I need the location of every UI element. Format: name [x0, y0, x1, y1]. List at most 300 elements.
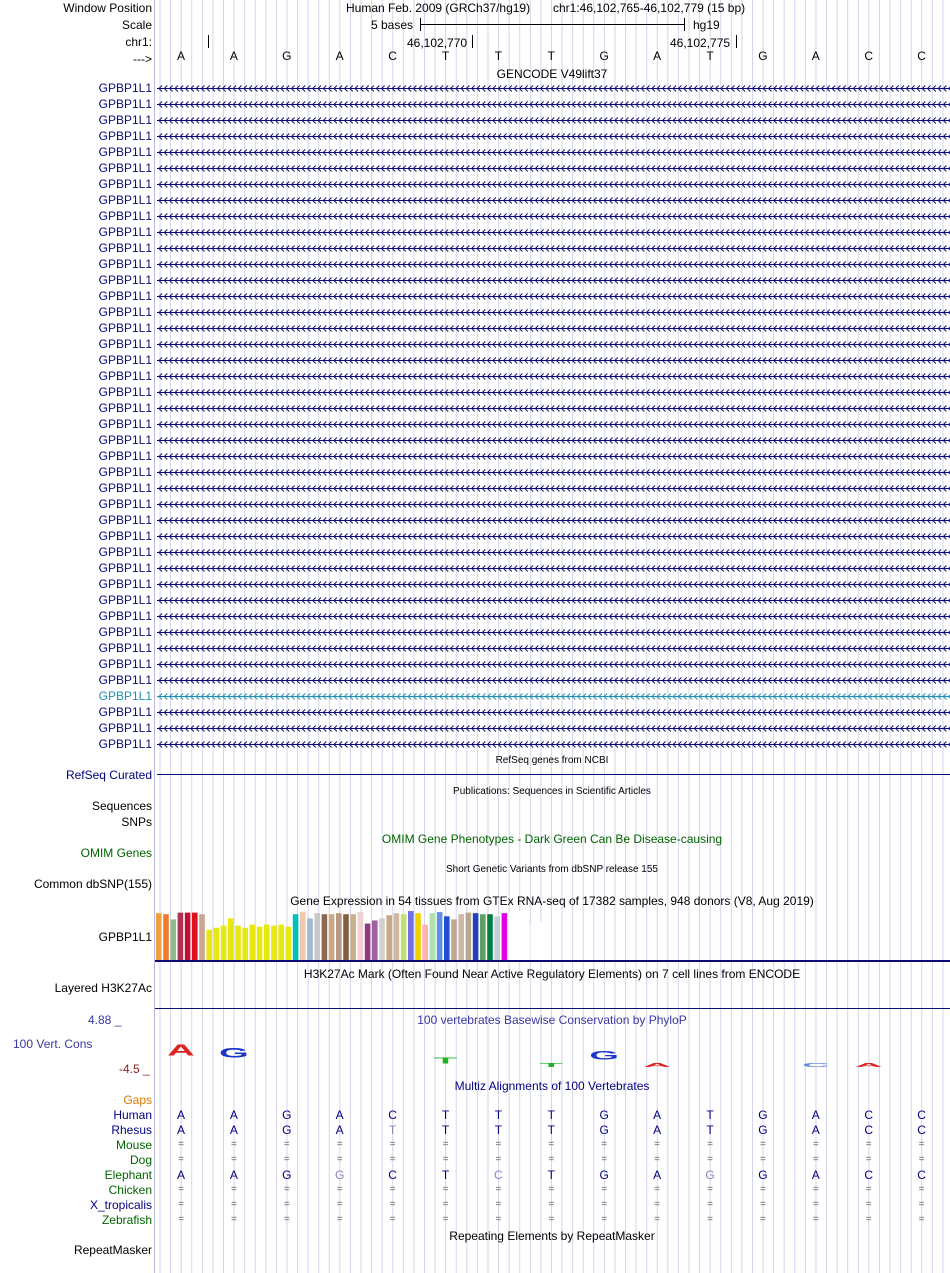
gencode-transcript-line[interactable] — [155, 129, 950, 145]
multiz-base: = — [654, 1214, 661, 1225]
multiz-base: A — [653, 1108, 662, 1122]
multiz-species-label[interactable]: Mouse — [115, 1138, 152, 1152]
multiz-base: G — [599, 1108, 609, 1122]
refseq-label[interactable]: RefSeq Curated — [65, 768, 152, 782]
conservation-max: 4.88 _ — [88, 1013, 122, 1027]
multiz-species-label[interactable]: Dog — [129, 1153, 152, 1167]
multiz-base: A — [176, 1108, 185, 1122]
gtex-tissue-bar — [336, 913, 342, 961]
gtex-tissue-bar — [516, 911, 522, 961]
gencode-transcript-line[interactable] — [155, 721, 950, 737]
multiz-base: G — [599, 1123, 609, 1137]
gencode-transcript-line[interactable] — [155, 593, 950, 609]
gtex-tissue-bar — [415, 913, 421, 961]
sequence-base: A — [176, 49, 185, 63]
conservation-logo[interactable] — [155, 1026, 950, 1076]
gencode-transcript-line[interactable] — [155, 353, 950, 369]
multiz-base: = — [601, 1139, 608, 1150]
gtex-tissue-bar — [242, 928, 248, 961]
gencode-transcript-label[interactable]: GPBP1L1 — [98, 353, 152, 367]
gencode-transcript-label[interactable]: GPBP1L1 — [98, 449, 152, 463]
gencode-transcript-label[interactable]: GPBP1L1 — [98, 177, 152, 191]
multiz-base: C — [388, 1108, 397, 1122]
gtex-label[interactable]: GPBP1L1 — [98, 930, 152, 944]
sequence-base: C — [917, 49, 926, 63]
multiz-base: = — [548, 1214, 555, 1225]
gencode-transcript-line[interactable] — [155, 641, 950, 657]
gencode-transcript-label[interactable]: GPBP1L1 — [98, 657, 152, 671]
gencode-transcript-line[interactable] — [155, 97, 950, 113]
multiz-base: = — [442, 1214, 449, 1225]
gencode-transcript-label[interactable]: GPBP1L1 — [98, 97, 152, 111]
multiz-base: A — [176, 1123, 185, 1137]
gencode-transcript-line[interactable] — [155, 225, 950, 241]
gencode-transcript-line[interactable] — [155, 673, 950, 689]
multiz-base: = — [389, 1139, 396, 1150]
gencode-transcript-line[interactable] — [155, 689, 950, 705]
multiz-base: T — [547, 1123, 555, 1137]
gencode-transcript-label[interactable]: GPBP1L1 — [98, 369, 152, 383]
multiz-base: A — [811, 1123, 820, 1137]
multiz-base: = — [283, 1139, 290, 1150]
multiz-base: = — [336, 1214, 343, 1225]
multiz-base: = — [918, 1214, 925, 1225]
gtex-tissue-bar — [228, 918, 234, 961]
multiz-base: = — [865, 1154, 872, 1165]
gtex-tissue-bar — [343, 914, 349, 961]
multiz-base: T — [547, 1108, 555, 1122]
gtex-tissue-bar — [250, 925, 256, 961]
gencode-transcript-label[interactable]: GPBP1L1 — [98, 305, 152, 319]
chr-label: chr1: — [125, 35, 152, 49]
gencode-transcript-label[interactable]: GPBP1L1 — [98, 225, 152, 239]
multiz-base: = — [812, 1154, 819, 1165]
conservation-letter: A — [167, 1042, 195, 1060]
multiz-base: = — [178, 1184, 184, 1195]
gtex-expression-bars[interactable] — [155, 908, 950, 964]
multiz-base: = — [812, 1139, 819, 1150]
gencode-transcript-line[interactable] — [155, 289, 950, 305]
multiz-base: A — [229, 1168, 238, 1182]
gtex-tissue-bar — [538, 922, 544, 961]
gencode-transcript-label[interactable]: GPBP1L1 — [98, 337, 152, 351]
gencode-transcript-line[interactable] — [155, 449, 950, 465]
multiz-base: = — [230, 1184, 237, 1195]
multiz-base: = — [865, 1199, 872, 1210]
gtex-tissue-bar — [156, 913, 162, 961]
multiz-base: T — [706, 1108, 714, 1122]
h3k27ac-baseline — [155, 1008, 950, 1009]
multiz-base: = — [865, 1184, 872, 1195]
gtex-tissue-bar — [422, 925, 428, 961]
multiz-base: = — [230, 1154, 237, 1165]
multiz-species-label[interactable]: Zebrafish — [101, 1213, 152, 1227]
gencode-transcript-label[interactable]: GPBP1L1 — [98, 481, 152, 495]
gencode-transcript-line[interactable] — [155, 417, 950, 433]
gencode-transcript-line[interactable] — [155, 545, 950, 561]
multiz-base: G — [282, 1168, 292, 1182]
publications-snps-label[interactable]: SNPs — [121, 815, 152, 829]
multiz-base: T — [388, 1123, 397, 1137]
multiz-base: = — [759, 1154, 766, 1165]
multiz-base: = — [336, 1199, 343, 1210]
conservation-letter: T — [433, 1055, 458, 1066]
multiz-base: G — [758, 1123, 768, 1137]
multiz-base: G — [335, 1168, 345, 1182]
gencode-transcript-line[interactable] — [155, 497, 950, 513]
gencode-transcript-label[interactable]: GPBP1L1 — [98, 625, 152, 639]
gencode-transcript-line[interactable] — [155, 529, 950, 545]
gtex-tissue-bar — [278, 925, 284, 961]
gencode-transcript-line[interactable] — [155, 113, 950, 129]
multiz-base: = — [654, 1184, 661, 1195]
gencode-transcript-label[interactable]: GPBP1L1 — [98, 641, 152, 655]
gtex-tissue-bar — [178, 913, 184, 961]
multiz-base: T — [494, 1108, 503, 1122]
gtex-tissue-bar — [430, 913, 436, 961]
multiz-base: = — [230, 1199, 237, 1210]
gtex-tissue-bar — [314, 913, 320, 961]
gencode-transcript-line[interactable] — [155, 81, 950, 97]
multiz-base: = — [707, 1139, 713, 1150]
multiz-base: A — [176, 1168, 185, 1182]
gtex-tissue-bar — [487, 914, 493, 961]
multiz-species-label[interactable]: Chicken — [108, 1183, 152, 1197]
gtex-tissue-bar — [329, 914, 335, 961]
multiz-species-label[interactable]: Elephant — [104, 1168, 152, 1182]
multiz-base: G — [282, 1108, 292, 1122]
gtex-tissue-bar — [235, 926, 241, 961]
sequence-base: C — [864, 49, 874, 63]
gencode-transcript-line[interactable] — [155, 305, 950, 321]
multiz-base: A — [229, 1108, 238, 1122]
multiz-base: = — [918, 1184, 925, 1195]
multiz-base: = — [865, 1139, 872, 1150]
sequence-base: T — [706, 49, 714, 63]
repeatmasker-label[interactable]: RepeatMasker — [73, 1243, 152, 1257]
gencode-transcript-line[interactable] — [155, 209, 950, 225]
sequence-base: T — [494, 49, 503, 63]
gencode-transcript-label[interactable]: GPBP1L1 — [98, 689, 152, 703]
gtex-tissue-bar — [358, 912, 364, 961]
multiz-base: = — [654, 1199, 661, 1210]
gtex-tissue-bar — [379, 918, 385, 961]
multiz-species-label[interactable]: X_tropicalis — [89, 1198, 152, 1212]
multiz-base: G — [282, 1123, 292, 1137]
gencode-transcript-line[interactable] — [155, 705, 950, 721]
multiz-base: T — [494, 1123, 503, 1137]
scale-text: 5 bases — [371, 18, 414, 32]
gencode-transcript-label[interactable]: GPBP1L1 — [98, 593, 152, 607]
gtex-tissue-bar — [480, 914, 486, 961]
h3k27ac-track-title: H3K27Ac Mark (Often Found Near Active Regulatory Elements) on 7 cell lines from ENCODE — [303, 967, 801, 981]
multiz-base: = — [548, 1199, 555, 1210]
gencode-transcript-label[interactable]: GPBP1L1 — [98, 209, 152, 223]
gencode-transcript-label[interactable]: GPBP1L1 — [98, 721, 152, 735]
gencode-transcript-line[interactable] — [155, 241, 950, 257]
multiz-base: = — [442, 1184, 449, 1195]
gencode-transcript-line[interactable] — [155, 465, 950, 481]
multiz-base: = — [759, 1214, 766, 1225]
multiz-base: = — [707, 1199, 713, 1210]
multiz-base: = — [918, 1199, 925, 1210]
gencode-transcript-label[interactable]: GPBP1L1 — [98, 705, 152, 719]
multiz-base: = — [654, 1139, 661, 1150]
sequence-base: G — [758, 49, 768, 63]
gencode-transcript-label[interactable]: GPBP1L1 — [98, 497, 152, 511]
multiz-base: C — [917, 1108, 926, 1122]
multiz-base: = — [707, 1214, 713, 1225]
assembly-title: Human Feb. 2009 (GRCh37/hg19) — [346, 1, 531, 15]
gencode-transcript-label[interactable]: GPBP1L1 — [98, 145, 152, 159]
sequence-base: A — [335, 49, 344, 63]
multiz-base: C — [917, 1168, 926, 1182]
multiz-base: C — [388, 1168, 397, 1182]
gencode-transcript-line[interactable] — [155, 193, 950, 209]
gencode-transcript-line[interactable] — [155, 321, 950, 337]
sequence-base: A — [229, 49, 238, 63]
multiz-species-label[interactable]: Rhesus — [111, 1123, 152, 1137]
multiz-track-title: Multiz Alignments of 100 Vertebrates — [454, 1079, 650, 1093]
gtex-tissue-bar — [170, 919, 176, 961]
multiz-base: = — [389, 1214, 396, 1225]
strand-label: ---> — [133, 52, 152, 66]
gencode-transcript-label[interactable]: GPBP1L1 — [98, 545, 152, 559]
gencode-transcript-label[interactable]: GPBP1L1 — [98, 465, 152, 479]
gtex-tissue-bar — [466, 913, 472, 961]
gencode-transcript-label[interactable]: GPBP1L1 — [98, 257, 152, 271]
gencode-transcript-line[interactable] — [155, 385, 950, 401]
gtex-tissue-bar — [451, 919, 457, 961]
multiz-base: = — [707, 1184, 713, 1195]
multiz-base: = — [336, 1184, 343, 1195]
multiz-base: = — [918, 1139, 925, 1150]
gtex-tissue-bar — [458, 914, 464, 961]
multiz-base: = — [601, 1214, 608, 1225]
multiz-base: A — [811, 1168, 820, 1182]
multiz-base: = — [389, 1184, 396, 1195]
multiz-base: A — [335, 1108, 344, 1122]
gtex-tissue-bar — [192, 913, 198, 961]
gtex-tissue-bar — [293, 914, 299, 961]
sequence-base: A — [653, 49, 662, 63]
multiz-base: = — [495, 1154, 502, 1165]
multiz-base: = — [442, 1139, 449, 1150]
gencode-transcript-label[interactable]: GPBP1L1 — [98, 401, 152, 415]
multiz-base: C — [864, 1123, 874, 1137]
multiz-base: A — [335, 1123, 344, 1137]
scale-bar — [420, 24, 684, 25]
gencode-transcript-label[interactable]: GPBP1L1 — [98, 609, 152, 623]
multiz-base: = — [283, 1154, 290, 1165]
multiz-base: = — [389, 1154, 396, 1165]
gtex-tissue-bar — [271, 926, 277, 961]
multiz-base: = — [495, 1184, 502, 1195]
multiz-base: = — [707, 1154, 713, 1165]
gencode-transcript-label[interactable]: GPBP1L1 — [98, 193, 152, 207]
multiz-base: = — [601, 1154, 608, 1165]
multiz-base: T — [547, 1168, 555, 1182]
gencode-transcript-label[interactable]: GPBP1L1 — [98, 529, 152, 543]
multiz-base: = — [812, 1214, 819, 1225]
gtex-tissue-bar — [199, 914, 205, 961]
conservation-letter: C — [802, 1061, 830, 1069]
multiz-base: A — [811, 1108, 820, 1122]
dbsnp-track-title: Short Genetic Variants from dbSNP release 155 — [446, 864, 658, 875]
multiz-base: = — [495, 1199, 502, 1210]
multiz-species-label[interactable]: Human — [113, 1108, 152, 1122]
gtex-tissue-bar — [307, 918, 313, 961]
gencode-transcript-line[interactable] — [155, 369, 950, 385]
gencode-transcript-line[interactable] — [155, 513, 950, 529]
gtex-tissue-bar — [473, 913, 479, 961]
gencode-transcript-line[interactable] — [155, 337, 950, 353]
gencode-transcript-label[interactable]: GPBP1L1 — [98, 513, 152, 527]
gencode-transcript-label[interactable]: GPBP1L1 — [98, 161, 152, 175]
h3k27ac-label[interactable]: Layered H3K27Ac — [54, 981, 152, 995]
gtex-tissue-bar — [286, 927, 292, 961]
gencode-transcript-label[interactable]: GPBP1L1 — [98, 385, 152, 399]
position-readout: chr1:46,102,765-46,102,779 (15 bp) — [553, 1, 746, 15]
multiz-base: = — [336, 1154, 343, 1165]
multiz-base: = — [230, 1139, 237, 1150]
multiz-base: = — [178, 1199, 184, 1210]
conservation-letter: A — [854, 1061, 883, 1069]
conservation-min: -4.5 _ — [119, 1062, 150, 1076]
gencode-transcript-label[interactable]: GPBP1L1 — [98, 737, 152, 751]
gencode-transcript-label[interactable]: GPBP1L1 — [98, 417, 152, 431]
sequence-base: T — [547, 49, 555, 63]
conservation-letter: T — [539, 1061, 563, 1069]
gencode-transcript-line[interactable] — [155, 273, 950, 289]
conservation-label[interactable]: 100 Vert. Cons — [13, 1037, 93, 1051]
gencode-transcript-line[interactable] — [155, 737, 950, 753]
gencode-transcript-line[interactable] — [155, 257, 950, 273]
multiz-base: = — [336, 1139, 343, 1150]
multiz-base: C — [917, 1123, 926, 1137]
gaps-label: Gaps — [123, 1093, 152, 1107]
sequence-base: C — [388, 49, 397, 63]
scale-bar-left-cap — [420, 18, 421, 31]
multiz-base: = — [812, 1184, 819, 1195]
gencode-transcript-line[interactable] — [155, 561, 950, 577]
gencode-transcript-label[interactable]: GPBP1L1 — [98, 577, 152, 591]
gencode-transcript-label[interactable]: GPBP1L1 — [98, 113, 152, 127]
publications-sequences-label[interactable]: Sequences — [91, 799, 152, 813]
gencode-track-title: GENCODE V49lift37 — [496, 67, 608, 81]
gencode-transcript-line[interactable] — [155, 609, 950, 625]
gtex-tissue-bar — [322, 914, 328, 961]
gencode-transcript-line[interactable] — [155, 433, 950, 449]
gencode-transcript-label[interactable]: GPBP1L1 — [98, 273, 152, 287]
ruler-tick-1 — [472, 35, 473, 48]
gtex-tissue-bar — [502, 913, 508, 961]
multiz-base: G — [758, 1108, 768, 1122]
gencode-transcript-line[interactable] — [155, 577, 950, 593]
gtex-tissue-bar — [214, 928, 220, 961]
multiz-base: T — [706, 1123, 714, 1137]
gtex-tissue-bar — [206, 930, 212, 961]
ruler-tick-label-1: 46,102,770 — [407, 36, 468, 50]
ruler-tick-2 — [736, 35, 737, 48]
multiz-base: A — [653, 1168, 662, 1182]
multiz-base: T — [441, 1123, 450, 1137]
gencode-transcript-label[interactable]: GPBP1L1 — [98, 673, 152, 687]
scale-label: Scale — [121, 18, 152, 32]
gtex-tissue-bar — [350, 914, 356, 961]
multiz-base: C — [494, 1168, 503, 1182]
multiz-base: G — [705, 1168, 715, 1182]
multiz-base: = — [759, 1184, 766, 1195]
window-position-label: Window Position — [63, 1, 152, 15]
multiz-base: = — [865, 1214, 872, 1225]
sequence-base: A — [811, 49, 820, 63]
gencode-transcript-line[interactable] — [155, 177, 950, 193]
multiz-base: C — [864, 1108, 874, 1122]
gencode-transcript-label[interactable]: GPBP1L1 — [98, 561, 152, 575]
scale-db: hg19 — [693, 18, 720, 32]
multiz-base: = — [283, 1199, 290, 1210]
gtex-tissue-bar — [264, 925, 270, 961]
gtex-tissue-bar — [372, 920, 378, 961]
multiz-base: A — [653, 1123, 662, 1137]
multiz-base: = — [759, 1139, 766, 1150]
gencode-transcript-line[interactable] — [155, 161, 950, 177]
gtex-tissue-bar — [300, 912, 306, 961]
gencode-transcript-line[interactable] — [155, 401, 950, 417]
multiz-base: = — [230, 1214, 237, 1225]
gencode-transcript-label[interactable]: GPBP1L1 — [98, 129, 152, 143]
gencode-transcript-line[interactable] — [155, 481, 950, 497]
repeatmasker-track-title: Repeating Elements by RepeatMasker — [449, 1229, 655, 1243]
gtex-tissue-bar — [444, 916, 450, 961]
multiz-base: = — [442, 1199, 449, 1210]
dbsnp-label[interactable]: Common dbSNP(155) — [33, 877, 152, 891]
refseq-gene-line[interactable] — [157, 774, 950, 775]
sequence-base: T — [441, 49, 450, 63]
gtex-tissue-bar — [386, 915, 392, 961]
gtex-tissue-bar — [394, 913, 400, 961]
gencode-transcript-line[interactable] — [155, 625, 950, 641]
multiz-base: G — [599, 1168, 609, 1182]
gencode-transcript-label[interactable]: GPBP1L1 — [98, 289, 152, 303]
gencode-transcript-label[interactable]: GPBP1L1 — [98, 241, 152, 255]
gtex-tissue-bar — [494, 916, 500, 961]
gtex-tissue-bar — [509, 912, 515, 961]
multiz-base: = — [178, 1214, 184, 1225]
multiz-base: = — [442, 1154, 449, 1165]
omim-track-title: OMIM Gene Phenotypes - Dark Green Can Be Disease-causing — [381, 832, 723, 846]
publications-track-title: Publications: Sequences in Scientific Articles — [453, 786, 651, 797]
omim-label[interactable]: OMIM Genes — [80, 846, 152, 860]
gtex-tissue-bar — [523, 913, 529, 961]
gencode-transcript-line[interactable] — [155, 657, 950, 673]
ruler-tick-label-2: 46,102,775 — [670, 36, 731, 50]
gtex-tissue-bar — [365, 924, 371, 961]
conservation-track-title: 100 vertebrates Basewise Conservation by PhyloP — [417, 1013, 687, 1027]
multiz-base: = — [759, 1199, 766, 1210]
conservation-letter: G — [589, 1048, 619, 1063]
multiz-base: T — [441, 1108, 450, 1122]
multiz-base: = — [548, 1139, 555, 1150]
gencode-transcript-line[interactable] — [155, 145, 950, 161]
multiz-base: T — [441, 1168, 450, 1182]
gencode-transcript-label[interactable]: GPBP1L1 — [98, 81, 152, 95]
multiz-base: = — [654, 1154, 661, 1165]
gencode-transcript-label[interactable]: GPBP1L1 — [98, 433, 152, 447]
multiz-base: A — [229, 1123, 238, 1137]
gencode-transcript-label[interactable]: GPBP1L1 — [98, 321, 152, 335]
